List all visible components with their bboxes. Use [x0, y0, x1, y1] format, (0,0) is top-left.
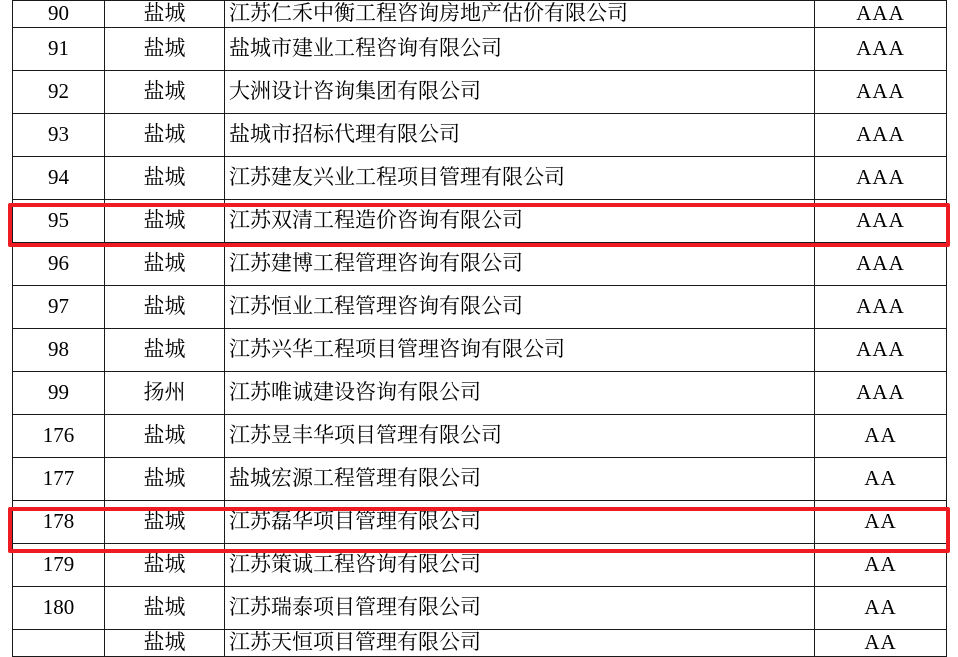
cell-company-name: 盐城市建业工程咨询有限公司: [225, 28, 815, 71]
cell-company-name: 江苏磊华项目管理有限公司: [225, 501, 815, 544]
cell-company-name: 江苏恒业工程管理咨询有限公司: [225, 286, 815, 329]
table-row: [13, 329, 947, 372]
cell-index: 94: [13, 157, 105, 200]
cell-city: 盐城: [105, 329, 225, 372]
cell-company-name: 江苏建博工程管理咨询有限公司: [225, 243, 815, 286]
table-row: [13, 157, 947, 200]
table-row: [13, 372, 947, 415]
cell-index: 93: [13, 114, 105, 157]
cell-grade: AAA: [815, 243, 947, 286]
cell-company-name: 江苏兴华工程项目管理咨询有限公司: [225, 329, 815, 372]
cell-city: 盐城: [105, 544, 225, 587]
cell-grade: AAA: [815, 28, 947, 71]
cell-company-name: 江苏策诚工程咨询有限公司: [225, 544, 815, 587]
cell-index: 99: [13, 372, 105, 415]
cell-grade: AA: [815, 501, 947, 544]
table-row-highlighted: [13, 501, 947, 544]
cell-city: 扬州: [105, 372, 225, 415]
cell-company-name: 江苏仁禾中衡工程咨询房地产估价有限公司: [225, 1, 815, 28]
cell-city: 盐城: [105, 587, 225, 630]
cell-company-name: 盐城市招标代理有限公司: [225, 114, 815, 157]
cell-grade: AAA: [815, 200, 947, 243]
cell-company-name: 江苏建友兴业工程项目管理有限公司: [225, 157, 815, 200]
cell-city: 盐城: [105, 630, 225, 657]
table-body: [13, 1, 947, 657]
table-row: [13, 1, 947, 28]
cell-grade: AA: [815, 544, 947, 587]
cell-city: 盐城: [105, 1, 225, 28]
cell-city: 盐城: [105, 501, 225, 544]
cell-city: 盐城: [105, 114, 225, 157]
cell-city: 盐城: [105, 28, 225, 71]
cell-index: 177: [13, 458, 105, 501]
cell-company-name: 江苏瑞泰项目管理有限公司: [225, 587, 815, 630]
table-row: [13, 243, 947, 286]
cell-grade: AAA: [815, 71, 947, 114]
cell-grade: AAA: [815, 1, 947, 28]
cell-index: 92: [13, 71, 105, 114]
cell-index: 91: [13, 28, 105, 71]
cell-city: 盐城: [105, 200, 225, 243]
cell-company-name: 江苏双清工程造价咨询有限公司: [225, 200, 815, 243]
cell-grade: AAA: [815, 286, 947, 329]
cell-index: 179: [13, 544, 105, 587]
cell-index: 95: [13, 200, 105, 243]
cell-index: 180: [13, 587, 105, 630]
cell-city: 盐城: [105, 458, 225, 501]
table-row: [13, 28, 947, 71]
cell-company-name: 江苏天恒项目管理有限公司: [225, 630, 815, 657]
cell-index: [13, 630, 105, 657]
cell-grade: AA: [815, 630, 947, 657]
cell-city: 盐城: [105, 157, 225, 200]
cell-grade: AAA: [815, 372, 947, 415]
cell-grade: AAA: [815, 157, 947, 200]
cell-company-name: 大洲设计咨询集团有限公司: [225, 71, 815, 114]
cell-city: 盐城: [105, 71, 225, 114]
cell-index: 98: [13, 329, 105, 372]
table-row-highlighted: [13, 200, 947, 243]
table-row: [13, 71, 947, 114]
cell-city: 盐城: [105, 415, 225, 458]
table-row: [13, 286, 947, 329]
cell-index: 178: [13, 501, 105, 544]
table-row: [13, 544, 947, 587]
cell-index: 96: [13, 243, 105, 286]
cell-city: 盐城: [105, 286, 225, 329]
cell-company-name: 江苏唯诚建设咨询有限公司: [225, 372, 815, 415]
cell-grade: AA: [815, 587, 947, 630]
table-row: [13, 587, 947, 630]
company-grade-table: [12, 0, 947, 657]
cell-grade: AAA: [815, 114, 947, 157]
table-row: [13, 415, 947, 458]
cell-company-name: 盐城宏源工程管理有限公司: [225, 458, 815, 501]
table-row: [13, 114, 947, 157]
cell-company-name: 江苏昱丰华项目管理有限公司: [225, 415, 815, 458]
cell-grade: AAA: [815, 329, 947, 372]
cell-index: 90: [13, 1, 105, 28]
cell-grade: AA: [815, 458, 947, 501]
cell-index: 97: [13, 286, 105, 329]
table-row: [13, 630, 947, 657]
table-row: [13, 458, 947, 501]
cell-grade: AA: [815, 415, 947, 458]
cell-city: 盐城: [105, 243, 225, 286]
cell-index: 176: [13, 415, 105, 458]
